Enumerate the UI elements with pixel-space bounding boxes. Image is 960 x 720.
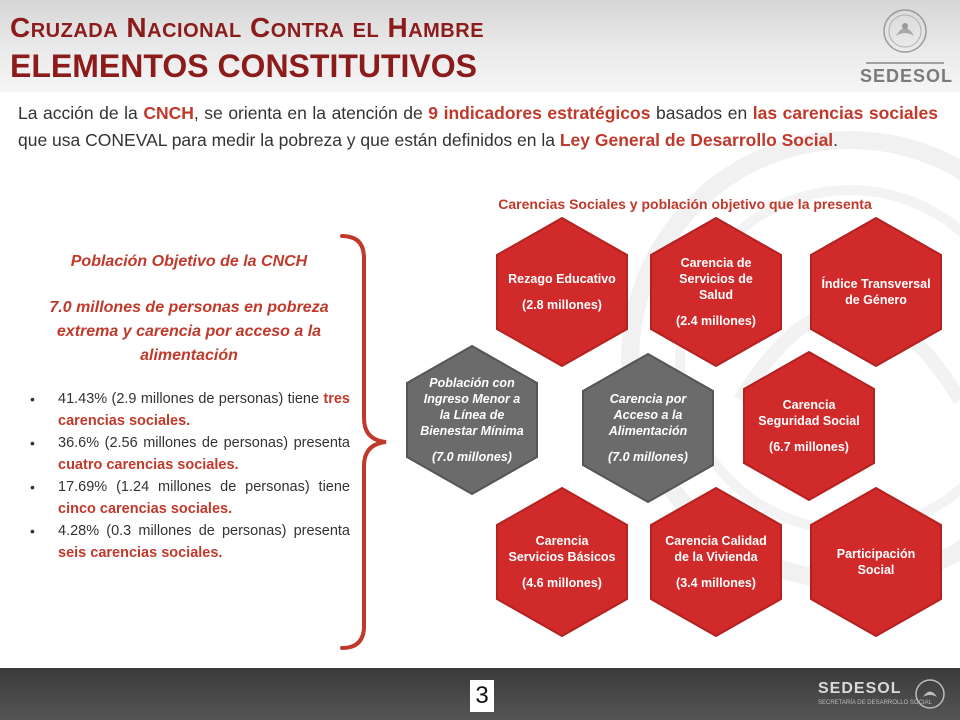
- list-item-highlight: cinco carencias sociales.: [58, 501, 233, 517]
- logo-wordmark: SEDESOL: [860, 66, 954, 86]
- list-item-highlight: cuatro carencias sociales.: [58, 457, 239, 473]
- hex-value: (7.0 millones): [608, 450, 688, 464]
- list-item-text: 17.69% (1.24 millones de personas) tiene: [58, 479, 350, 495]
- list-item-text: 41.43% (2.9 millones de personas) tiene: [58, 391, 324, 407]
- hex-label: Carencia Servicios Básicos: [508, 534, 616, 564]
- intro-text: , se orienta en la atención de: [193, 103, 429, 123]
- intro-text: .: [833, 130, 839, 150]
- intro-paragraph: [18, 100, 938, 154]
- list-item-highlight: seis carencias sociales.: [58, 545, 223, 561]
- hex-participacion-social: [809, 486, 943, 638]
- hex-label: Índice Transversal de Género: [821, 277, 931, 307]
- hex-label: Carencia Seguridad Social: [758, 398, 860, 428]
- slide-subtitle: ELEMENTOS CONSTITUTIVOS: [10, 48, 477, 84]
- hex-label: Carencia por Acceso a la Alimentación: [608, 392, 688, 438]
- slide-title: Cruzada Nacional Contra el Hambre: [10, 12, 485, 43]
- hex-ingreso-menor: [405, 344, 539, 496]
- footer-logo-subtext: SECRETARÍA DE DESARROLLO SOCIAL: [818, 700, 932, 706]
- footer-logo: [818, 676, 948, 716]
- target-population-panel: [28, 250, 350, 564]
- panel-heading: Población Objetivo de la CNCH: [70, 253, 308, 270]
- list-item: [28, 432, 350, 476]
- list-item-text: 36.6% (2.56 millones de personas) presenta: [58, 435, 350, 451]
- sedesol-logo: [860, 6, 954, 90]
- logo-divider: [866, 62, 944, 64]
- hex-value: (3.4 millones): [676, 576, 756, 590]
- hex-label: Carencia de Servicios de Salud: [679, 256, 753, 302]
- list-item: [28, 476, 350, 520]
- bracket-shape: [340, 232, 390, 652]
- list-item-text: 4.28% (0.3 millones de personas) presenta: [58, 523, 350, 539]
- footer-logo-wordmark: SEDESOL: [818, 680, 902, 697]
- mexico-seal-icon: [882, 8, 928, 54]
- list-item: [28, 388, 350, 432]
- hex-section-title: Carencias Sociales y población objetivo que la presenta: [498, 196, 872, 212]
- intro-text: que usa CONEVAL para medir la pobreza y que están definidos en la: [18, 130, 560, 150]
- list-item-highlight: tres carencias sociales.: [58, 391, 350, 429]
- carencias-list: [28, 388, 350, 564]
- hex-acceso-alimentacion: [581, 352, 715, 504]
- mexico-seal-icon: [914, 678, 946, 710]
- hex-seguridad-social: [742, 350, 876, 502]
- hex-label: Rezago Educativo: [508, 272, 616, 286]
- hex-indice-genero: [809, 216, 943, 368]
- hex-label: Población con Ingreso Menor a la Línea de Bienestar Mínima: [420, 376, 524, 438]
- intro-text: La acción de la: [18, 103, 144, 123]
- intro-highlight: las carencias sociales: [752, 103, 938, 123]
- hex-servicios-salud: [649, 216, 783, 368]
- page-number: 3: [470, 680, 494, 712]
- hex-value: (4.6 millones): [522, 576, 602, 590]
- hex-value: (2.4 millones): [676, 314, 756, 328]
- intro-highlight: Ley General de Desarrollo Social: [559, 130, 834, 150]
- intro-highlight: 9 indicadores estratégicos: [428, 103, 651, 123]
- list-item: [28, 520, 350, 564]
- intro-text: basados en: [650, 103, 753, 123]
- hex-label: Participación Social: [836, 547, 916, 577]
- hex-servicios-basicos: [495, 486, 629, 638]
- intro-highlight: CNCH: [143, 103, 194, 123]
- hex-calidad-vivienda: [649, 486, 783, 638]
- hex-value: (2.8 millones): [522, 298, 602, 312]
- hex-value: (6.7 millones): [769, 440, 849, 454]
- hex-value: (7.0 millones): [432, 450, 512, 464]
- panel-description: 7.0 millones de personas en pobreza extrema y carencia por acceso a la alimentación: [49, 299, 329, 364]
- hex-label: Carencia Calidad de la Vivienda: [665, 534, 767, 564]
